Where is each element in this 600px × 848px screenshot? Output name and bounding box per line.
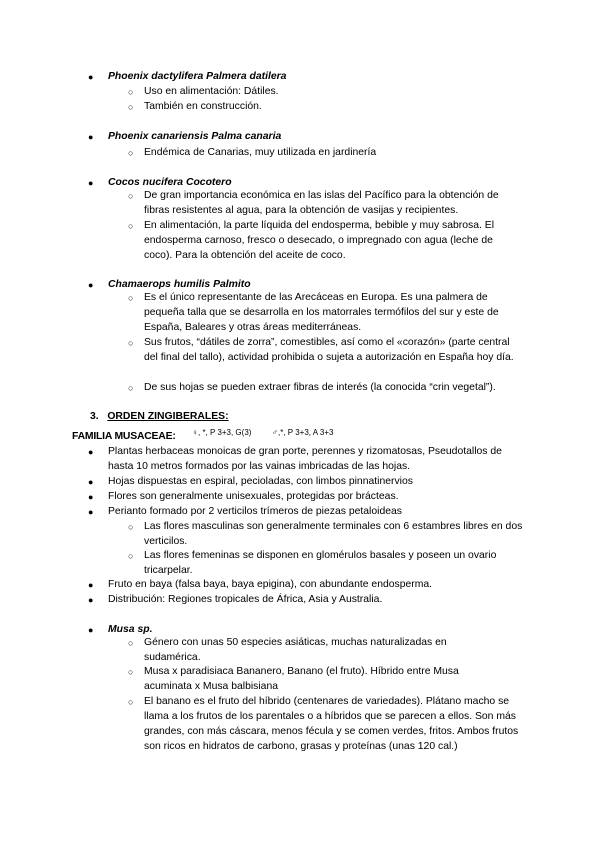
sub-bullet-icon: ○	[128, 383, 134, 393]
bullet-icon: ●	[88, 507, 94, 517]
bullet-icon: ●	[88, 447, 94, 457]
family-bullet: Plantas herbaceas monoicas de gran porte, perennes y rizomatosas, Pseudotallos de hasta 10 metros formados por las vainas imbricadas de las hojas.	[108, 446, 502, 472]
sub-bullet-icon: ○	[128, 551, 134, 561]
bullet-icon: ●	[88, 625, 94, 635]
sub-bullet-icon: ○	[128, 191, 134, 201]
family-heading: FAMILIA MUSACEAE:	[72, 431, 176, 442]
list-item: Género con unas 50 especies asiáticas, muchas naturalizadas en sudamérica.	[144, 637, 447, 663]
list-item: Sus frutos, “dátiles de zorra”, comestibles, así como el «corazón» (parte central del final del tallo), actividad prohibida o sujeta a autorización en España hoy día.	[144, 337, 514, 363]
family-bullet: Fruto en baya (falsa baya, baya epigina), con abundante endosperma.	[108, 579, 433, 590]
list-item: En alimentación, la parte líquida del endosperma, bebible y muy sabrosa. El endosperma carnoso, fresco o desecado, o impregnado con agua (leche de coco). Para la obtención del aceite de coco.	[144, 220, 495, 261]
list-item: Endémica de Canarias, muy utilizada en jardinería	[144, 147, 377, 158]
sub-bullet-icon: ○	[128, 638, 134, 648]
male-floral-formula: ♂,*, P 3+3, A 3+3	[272, 428, 334, 437]
bullet-icon: ●	[88, 132, 94, 142]
sub-bullet-icon: ○	[128, 221, 134, 231]
sub-bullet-icon: ○	[128, 87, 134, 97]
species-title: Cocos nucifera Cocotero	[108, 177, 232, 188]
family-bullet: Flores son generalmente unisexuales, protegidas por brácteas.	[108, 491, 399, 502]
species-title: Phoenix canariensis Palma canaria	[108, 131, 282, 142]
sub-bullet-icon: ○	[128, 102, 134, 112]
bullet-icon: ●	[88, 72, 94, 82]
bullet-icon: ●	[88, 178, 94, 188]
family-bullet: Distribución: Regiones tropicales de África, Asia y Australia.	[108, 594, 383, 605]
species-title: Chamaerops humilis Palmito	[108, 279, 251, 290]
bullet-icon: ●	[88, 595, 94, 605]
sub-bullet-icon: ○	[128, 293, 134, 303]
list-item: También en construcción.	[144, 101, 262, 112]
sub-bullet-icon: ○	[128, 522, 134, 532]
order-title: ORDEN ZINGIBERALES:	[107, 411, 229, 422]
bullet-icon: ●	[88, 580, 94, 590]
list-item: Es el único representante de las Arecáceas en Europa. Es una palmera de pequeña talla que se desarrolla en los matorrales termófilos del sur y este de España, Baleares y otras áreas mediterráneas.	[144, 292, 499, 333]
order-number: 3.	[90, 411, 99, 422]
sub-bullet-icon: ○	[128, 667, 134, 677]
list-item: De sus hojas se pueden extraer fibras de interés (la conocida “crin vegetal”).	[144, 382, 496, 393]
list-item: De gran importancia económica en las islas del Pacífico para la obtención de fibras resistentes al agua, para la obtención de vasijas y recipientes.	[144, 190, 499, 216]
sub-bullet-icon: ○	[128, 148, 134, 158]
list-item: Uso en alimentación: Dátiles.	[144, 86, 279, 97]
family-bullet: Perianto formado por 2 verticilos trímeros de piezas petaloideas	[108, 506, 402, 517]
species-title: Phoenix dactylifera Palmera datilera	[108, 71, 287, 82]
list-item: El banano es el fruto del híbrido (centenares de variedades). Plátano macho se llama a los frutos de los parentales o a híbridos que se parecen a ellos. Son más grandes, con más cáscara, menos fécula y se comen verdes, fritos. Ambos frutos son ricos en hidratos de carbono, grasas y proteínas (unas 120 cal.)	[144, 696, 519, 752]
female-floral-formula: ♀, *, P 3+3, G(3)	[192, 428, 252, 437]
list-item: Las flores masculinas son generalmente terminales con 6 estambres libres en dos verticilos.	[144, 521, 523, 547]
family-bullet: Hojas dispuestas en espiral, pecioladas, con limbos pinnatinervios	[108, 476, 413, 487]
list-item: Musa x paradisiaca Bananero, Banano (el fruto). Híbrido entre Musa acuminata x Musa balbisiana	[144, 666, 459, 692]
species-title: Musa sp.	[108, 624, 153, 635]
sub-bullet-icon: ○	[128, 338, 134, 348]
bullet-icon: ●	[88, 280, 94, 290]
bullet-icon: ●	[88, 492, 94, 502]
order-heading	[90, 409, 229, 424]
sub-bullet-icon: ○	[128, 697, 134, 707]
bullet-icon: ●	[88, 477, 94, 487]
list-item: Las flores femeninas se disponen en glomérulos basales y poseen un ovario tricarpelar.	[144, 550, 497, 576]
